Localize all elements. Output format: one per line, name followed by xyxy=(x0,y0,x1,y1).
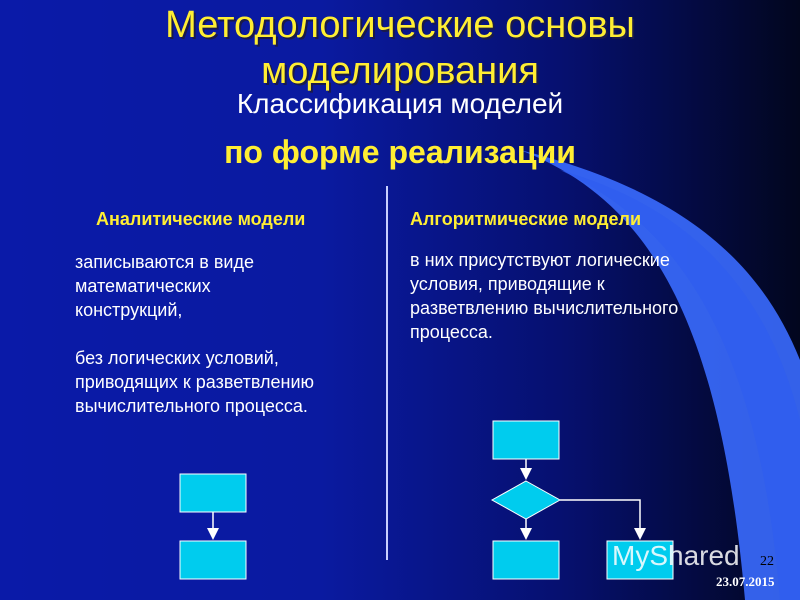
slide-subtitle: Классификация моделей xyxy=(236,88,564,119)
analytical-block-bottom xyxy=(180,541,246,579)
algorithmic-text-1: в них присутствуют логические условия, приводящие к разветвлению вычислительного процесса. xyxy=(410,250,679,342)
page-number: 22 xyxy=(760,554,774,569)
algorithmic-block-bottom-left xyxy=(493,541,559,579)
analytical-text-1: записываются в виде математических конструкций, xyxy=(75,252,254,320)
analytical-text-2: без логических условий, приводящих к разветвлению вычислительного процесса. xyxy=(75,348,315,416)
analytical-heading: Аналитические модели xyxy=(96,209,306,229)
algorithmic-heading: Алгоритмические модели xyxy=(410,209,642,229)
slide-date: 23.07.2015 xyxy=(716,574,775,589)
watermark: MyShared xyxy=(612,540,740,571)
algorithmic-branch-arrow xyxy=(560,500,640,537)
analytical-block-top xyxy=(180,474,246,512)
slide-subtitle-bold: по форме реализации xyxy=(224,134,576,170)
slide-title: Методологические основы моделирования xyxy=(165,4,635,92)
algorithmic-block-top xyxy=(493,421,559,459)
algorithmic-decision-diamond xyxy=(492,481,560,519)
